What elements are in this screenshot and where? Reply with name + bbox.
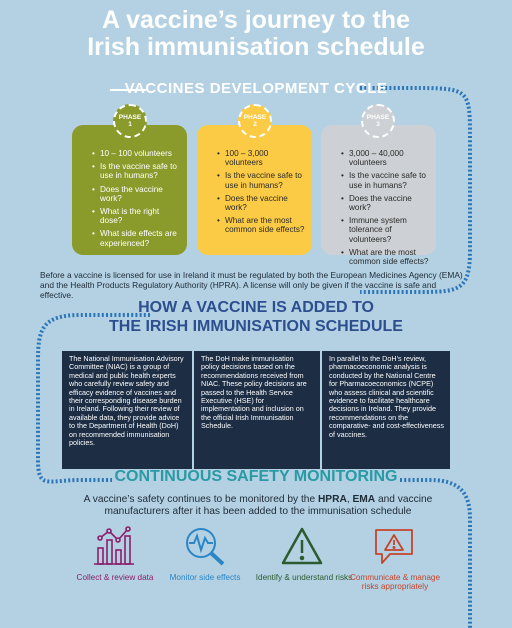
phase-2-item: • Is the vaccine safe to use in humans?: [217, 171, 306, 189]
phase-2-item: • Does the vaccine work?: [217, 194, 306, 212]
phase-1-item: • What is the right dose?: [92, 207, 181, 225]
phase-3-item: • Does the vaccine work?: [341, 194, 430, 212]
hpra-label: HPRA: [317, 494, 347, 505]
safety-text-part: ,: [346, 494, 353, 505]
page-title-line2: Irish immunisation schedule: [87, 33, 425, 61]
phase-3-item: • Immune system tolerance of volunteers?: [341, 216, 430, 244]
chart-network-icon: [92, 526, 136, 566]
phase-1-card: [72, 125, 187, 255]
warning-triangle-icon: [280, 526, 324, 566]
monitor-side-effects-label: Monitor side effects: [169, 573, 241, 582]
phase-badge-word: PHASE: [366, 113, 390, 121]
safety-text: [58, 494, 458, 518]
phase-2-badge: [238, 104, 272, 138]
safety-text-part: and vaccine manufacturers after it has been added to the immunisation schedule: [104, 494, 433, 517]
phase-2-item: • 100 – 3,000 volunteers: [217, 149, 306, 167]
phase-3-card: [321, 125, 436, 267]
phase-1-item: • Is the vaccine safe to use in humans?: [92, 162, 181, 180]
phase-3-item: • 3,000 – 40,000 volunteers: [341, 149, 430, 167]
ncpe-column: In parallel to the DoH’s review, pharmacoeconomic analysis is conducted by the National Centre for Pharmacoeconomics (NCPE) who assess clinical and scientific evidence to facilitate healthcare decisions in Ireland. They provide recommendations on the comparative- and cost-effectiveness of vaccines.: [322, 351, 450, 469]
phase-1-item: • Does the vaccine work?: [92, 185, 181, 203]
phase-1-item: • What side effects are experienced?: [92, 229, 181, 247]
regulation-text: Before a vaccine is licensed for use in Ireland it must be regulated by both the European Medicines Agency (EMA) and the Health Products Regulatory Authority (HPRA). A license will only be given if the vaccine is safe and effective.: [40, 270, 463, 300]
magnifier-pulse-icon: [183, 526, 227, 566]
phase-2-item: • What are the most common side effects?: [217, 216, 306, 234]
collect-review-label: Collect & review data: [76, 573, 154, 582]
schedule-title-line1: HOW A VACCINE IS ADDED TO: [138, 299, 374, 316]
schedule-title-line2: THE IRISH IMMUNISATION SCHEDULE: [109, 318, 403, 335]
phase-3-item: • Is the vaccine safe to use in humans?: [341, 171, 430, 189]
phase-badge-number: 3: [376, 121, 380, 128]
niac-column: The National Immunisation Advisory Committee (NIAC) is a group of medical and public health experts who carefully review safety and efficacy evidence of vaccines and their corresponding disease burden in Ireland. Following their review of available data, they provide advice to the Department of Health (DoH) on recommended immunisation policies.: [62, 351, 192, 469]
phase-badge-word: PHASE: [118, 113, 142, 121]
phase-3-item: • What are the most common side effects?: [341, 248, 430, 266]
phase-1-badge: [113, 104, 147, 138]
development-cycle-title: VACCINES DEVELOPMENT CYCLE: [124, 80, 388, 97]
ema-label: EMA: [352, 494, 376, 505]
warning-speech-icon: [372, 526, 416, 566]
doh-column: The DoH make immunisation policy decisions based on the recommendations received from NIAC. These policy decisions are passed to the Health Service Executive (HSE) for implementation and inclusion on the official Irish Immunisation Schedule.: [194, 351, 320, 469]
communicate-risks-label: Communicate & manage risks appropriately: [349, 573, 441, 591]
phase-2-card: [197, 125, 312, 255]
safety-monitoring-title: CONTINUOUS SAFETY MONITORING: [114, 468, 398, 485]
identify-risks-label: Identify & understand risks: [255, 573, 353, 582]
phase-badge-word: PHASE: [243, 113, 267, 121]
phase-badge-number: 1: [128, 121, 132, 128]
phase-3-badge: [361, 104, 395, 138]
phase-1-item: • 10 – 100 volunteers: [92, 149, 181, 158]
phase-badge-number: 2: [253, 121, 257, 128]
page-title-line1: A vaccine’s journey to the: [102, 6, 410, 34]
safety-text-part: A vaccine’s safety continues to be monitored by the: [83, 494, 318, 505]
